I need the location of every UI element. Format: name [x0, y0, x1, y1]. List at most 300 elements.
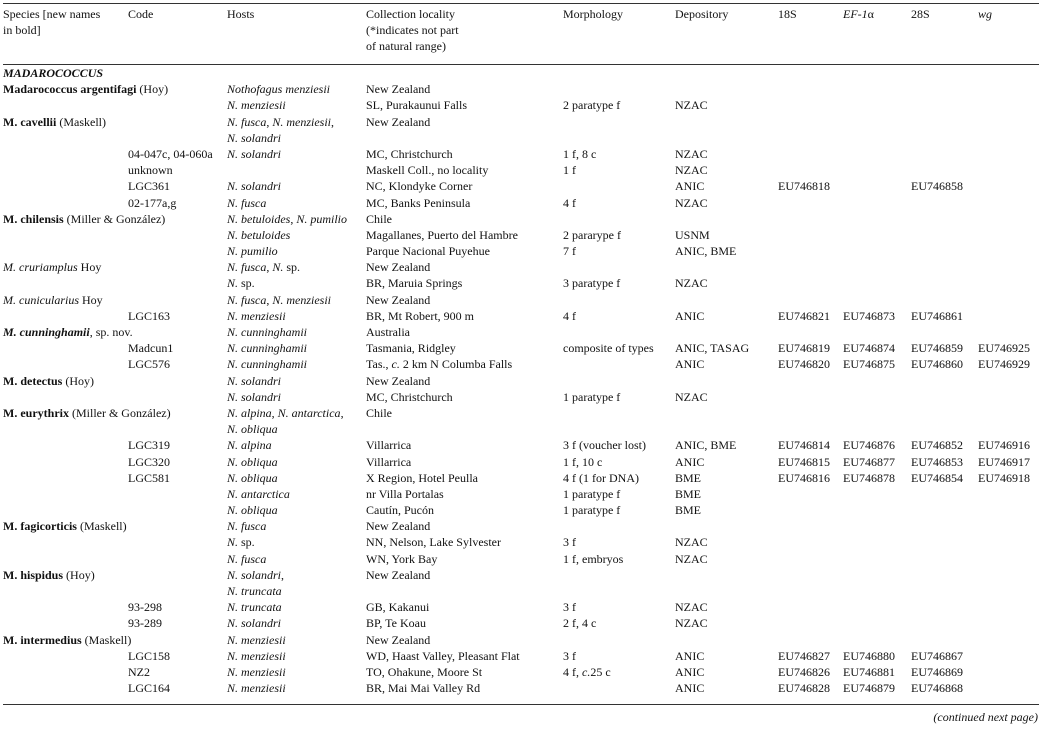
depository-cell: ANIC: [675, 454, 705, 469]
morphology-text: 3 f: [563, 600, 576, 615]
locality-cell: MC, Christchurch: [366, 389, 453, 404]
morphology-cell: [563, 389, 620, 405]
hosts-line: [227, 227, 290, 243]
depository-cell: ANIC: [675, 664, 705, 679]
depository-cell: NZAC: [675, 616, 708, 631]
host-text: N. solandri: [227, 389, 282, 404]
morphology-text: 2 paratype f: [563, 98, 621, 113]
locality-cell: Chile: [366, 211, 392, 226]
hosts-line: [227, 567, 284, 583]
species-text: M. cruriamplus: [3, 260, 78, 275]
continued-note: (continued next page): [933, 710, 1038, 724]
hosts-cell: [227, 259, 300, 275]
header-species-line: in bold]: [3, 23, 41, 37]
morphology-text: 7 f: [563, 244, 576, 259]
accession-ef1a-cell: EU746881: [843, 664, 895, 679]
species-text: M. cunicularius: [3, 292, 79, 307]
morphology-text: 4 f,: [563, 664, 582, 679]
species-cell: [3, 114, 106, 130]
hosts-cell: [227, 114, 334, 146]
header-locality-line: Collection locality: [366, 7, 455, 21]
locality-cell: Magallanes, Puerto del Hambre: [366, 227, 518, 242]
hosts-cell: [227, 405, 344, 437]
table-row: [0, 113, 1042, 145]
accession-ef1a-cell: EU746876: [843, 438, 895, 453]
table-row: [0, 64, 1042, 80]
hosts-cell: [227, 356, 307, 372]
species-cell: [3, 324, 133, 340]
host-text: N. solandri: [227, 179, 282, 194]
host-text: N. alpina: [227, 438, 272, 453]
host-text: ,: [331, 114, 335, 129]
hosts-cell: [227, 551, 266, 567]
morphology-cell: [563, 162, 576, 178]
host-text: ,: [281, 567, 285, 582]
hosts-line: [227, 454, 278, 470]
locality-cell: New Zealand: [366, 632, 431, 647]
depository-cell: BME: [675, 503, 702, 518]
locality-cell: Australia: [366, 325, 410, 340]
host-text: N. fusca: [227, 114, 267, 129]
depository-cell: ANIC: [675, 681, 705, 696]
host-text: N. obliqua: [227, 503, 278, 518]
accession-18s-cell: EU746816: [778, 470, 830, 485]
depository-cell: NZAC: [675, 551, 708, 566]
table-row: [0, 96, 1042, 112]
hosts-cell: [227, 340, 307, 356]
locality-cell: MC, Christchurch: [366, 146, 453, 161]
hosts-line: [227, 534, 255, 550]
species-text: (Miller & González): [63, 211, 166, 226]
hosts-line: [227, 243, 278, 259]
morphology-text: 25 c: [590, 664, 611, 679]
species-text: (Hoy): [136, 82, 169, 97]
morphology-cell: [563, 502, 620, 518]
morphology-text: 1 paratype f: [563, 486, 621, 501]
host-text: N. menziesii: [227, 681, 286, 696]
host-text: N. solandri: [227, 373, 282, 388]
locality-cell: X Region, Hotel Peulla: [366, 470, 478, 485]
depository-cell: NZAC: [675, 600, 708, 615]
table-header: [0, 6, 1042, 62]
code-cell: unknown: [128, 163, 173, 178]
morphology-cell: [563, 146, 596, 162]
species-cell: [3, 405, 171, 421]
code-cell: LGC576: [128, 357, 170, 372]
table-row: [0, 436, 1042, 452]
depository-cell: BME: [675, 470, 702, 485]
hosts-line: [227, 308, 286, 324]
morphology-cell: [563, 454, 602, 470]
hosts-line: [227, 437, 272, 453]
morphology-text: 1 f: [563, 163, 576, 178]
hosts-line: [227, 632, 286, 648]
code-cell: LGC319: [128, 438, 170, 453]
hosts-line: [227, 114, 334, 130]
depository-cell: ANIC: [675, 648, 705, 663]
host-text: N. fusca: [227, 292, 267, 307]
hosts-cell: [227, 648, 286, 664]
table-row: [0, 242, 1042, 258]
hosts-line: [227, 81, 330, 97]
morphology-cell: [563, 486, 620, 502]
accession-18s-cell: EU746820: [778, 357, 830, 372]
accession-ef1a-cell: EU746877: [843, 454, 895, 469]
morphology-text: 2 pararype f: [563, 227, 621, 242]
species-text: M. detectus: [3, 373, 63, 388]
hosts-cell: [227, 211, 347, 227]
hosts-cell: [227, 178, 281, 194]
morphology-text: 3 paratype f: [563, 276, 621, 291]
accession-18s-cell: EU746821: [778, 308, 830, 323]
hosts-cell: [227, 275, 255, 291]
morphology-cell: [563, 97, 620, 113]
morphology-cell: [563, 599, 576, 615]
depository-cell: NZAC: [675, 98, 708, 113]
morphology-text: 3 f (voucher lost): [563, 438, 646, 453]
host-text: N. truncata: [227, 583, 282, 598]
morphology-text: 2 f, 4 c: [563, 616, 597, 631]
hosts-line: [227, 275, 255, 291]
table-row: [0, 80, 1042, 96]
accession-18s-cell: EU746815: [778, 454, 830, 469]
hosts-cell: [227, 454, 278, 470]
accession-ef1a-cell: EU746874: [843, 341, 895, 356]
table-row: [0, 501, 1042, 517]
host-text: N.: [272, 260, 284, 275]
accession-28s-cell: EU746868: [911, 681, 963, 696]
hosts-line: [227, 405, 344, 421]
header-species-line: Species [new names: [3, 7, 101, 21]
hosts-cell: [227, 146, 281, 162]
morphology-cell: [563, 470, 639, 486]
host-text: N. cunninghamii: [227, 341, 307, 356]
host-text: N. truncata: [227, 600, 282, 615]
host-text: N. menziesii: [272, 114, 332, 129]
accession-ef1a-cell: EU746880: [843, 648, 895, 663]
species-text: M. chilensis: [3, 211, 64, 226]
locality-cell: TO, Ohakune, Moore St: [366, 664, 483, 679]
header-wg: wg: [978, 7, 993, 21]
accession-wg-cell: EU746918: [978, 470, 1030, 485]
code-cell: 02-177a,g: [128, 195, 177, 210]
code-cell: LGC320: [128, 454, 170, 469]
table-row: [0, 258, 1042, 274]
hosts-cell: [227, 308, 286, 324]
depository-cell: ANIC: [675, 357, 705, 372]
table-row: [0, 210, 1042, 226]
hosts-cell: [227, 292, 331, 308]
species-text: M. eurythrix: [3, 405, 69, 420]
host-text: sp.: [238, 276, 255, 291]
morphology-cell: [563, 648, 576, 664]
table-row: [0, 598, 1042, 614]
host-text: N. solandri: [227, 616, 282, 631]
hosts-line: [227, 680, 286, 696]
host-text: N. menziesii: [227, 632, 286, 647]
species-text: M. intermedius: [3, 632, 82, 647]
code-cell: LGC581: [128, 470, 170, 485]
hosts-cell: [227, 324, 307, 340]
morphology-text: 1 f, embryos: [563, 551, 624, 566]
species-cell: [3, 518, 127, 534]
hosts-cell: [227, 567, 284, 599]
morphology-text: 1 paratype f: [563, 389, 621, 404]
table-row: [0, 177, 1042, 193]
depository-cell: NZAC: [675, 163, 708, 178]
table-bottom-rule: [3, 704, 1039, 705]
depository-cell: NZAC: [675, 195, 708, 210]
locality-cell: Tasmania, Ridgley: [366, 341, 456, 356]
hosts-cell: [227, 97, 286, 113]
morphology-cell: [563, 275, 620, 291]
species-cell: [3, 81, 168, 97]
locality-cell: New Zealand: [366, 82, 431, 97]
locality-cell: BR, Maruia Springs: [366, 276, 463, 291]
hosts-line: [227, 211, 347, 227]
accession-18s-cell: EU746827: [778, 648, 830, 663]
hosts-line: [227, 146, 281, 162]
code-cell: NZ2: [128, 664, 150, 679]
hosts-line: [227, 518, 266, 534]
hosts-line: [227, 195, 266, 211]
hosts-cell: [227, 389, 281, 405]
host-text: ,: [271, 405, 278, 420]
depository-cell: NZAC: [675, 535, 708, 550]
accession-ef1a-cell: EU746879: [843, 681, 895, 696]
locality-cell: New Zealand: [366, 292, 431, 307]
hosts-line: [227, 340, 307, 356]
depository-cell: ANIC, TASAG: [675, 341, 750, 356]
table-row: [0, 404, 1042, 436]
morphology-cell: [563, 664, 611, 680]
locality-cell: New Zealand: [366, 260, 431, 275]
host-text: N. solandri: [227, 146, 282, 161]
accession-28s-cell: EU746861: [911, 308, 963, 323]
header-species: [3, 6, 100, 38]
hosts-cell: [227, 373, 281, 389]
hosts-line: [227, 599, 282, 615]
code-cell: 93-289: [128, 616, 162, 631]
species-text: (Hoy): [63, 567, 95, 582]
table-row: [0, 274, 1042, 290]
table-row: [0, 614, 1042, 630]
species-cell: [3, 259, 101, 275]
table-row: [0, 226, 1042, 242]
table-row: [0, 533, 1042, 549]
locality-cell: SL, Purakaunui Falls: [366, 98, 467, 113]
species-text: , sp. nov.: [89, 325, 133, 340]
header-ef1a: [843, 6, 874, 22]
hosts-line: [227, 470, 278, 486]
table-row: [0, 679, 1042, 695]
locality-cell: nr Villa Portalas: [366, 486, 444, 501]
host-text: N. betuloides: [227, 227, 291, 242]
morphology-cell: [563, 534, 576, 550]
header-hosts: Hosts: [227, 7, 255, 21]
table-row: [0, 145, 1042, 161]
header-18s: 18S: [778, 7, 797, 21]
species-cell: [3, 211, 165, 227]
morphology-cell: [563, 243, 576, 259]
species-text: Madarococcus argentifagi: [3, 82, 137, 97]
hosts-cell: [227, 534, 255, 550]
accession-28s-cell: EU746867: [911, 648, 963, 663]
morphology-cell: [563, 195, 576, 211]
host-text: sp.: [283, 260, 301, 275]
locality-cell: GB, Kakanui: [366, 600, 430, 615]
table-row: [0, 517, 1042, 533]
hosts-line: [227, 373, 281, 389]
morphology-text: 4 f: [563, 308, 576, 323]
host-text: sp.: [238, 535, 255, 550]
host-text: N. obliqua: [227, 470, 278, 485]
hosts-cell: [227, 664, 286, 680]
depository-cell: ANIC, BME: [675, 244, 737, 259]
morphology-text: 4 f (1 for DNA): [563, 470, 639, 485]
locality-cell: Cautín, Pucón: [366, 503, 434, 518]
locality-cell: Chile: [366, 405, 392, 420]
accession-wg-cell: EU746929: [978, 357, 1030, 372]
hosts-cell: [227, 615, 281, 631]
table-row: [0, 453, 1042, 469]
locality-text: c.: [391, 357, 400, 372]
table-row: [0, 339, 1042, 355]
species-text: MADAROCOCCUS: [3, 66, 104, 80]
hosts-cell: [227, 599, 282, 615]
morphology-cell: [563, 615, 596, 631]
host-text: N. fusca: [227, 195, 267, 210]
hosts-line: [227, 130, 334, 146]
host-text: N.: [227, 535, 239, 550]
morphology-cell: [563, 340, 654, 356]
hosts-line: [227, 97, 286, 113]
hosts-cell: [227, 470, 278, 486]
host-text: N. antarctica: [227, 486, 290, 501]
host-text: N. menziesii: [227, 308, 286, 323]
accession-ef1a-cell: EU746878: [843, 470, 895, 485]
host-text: N.: [227, 276, 239, 291]
code-cell: LGC158: [128, 648, 170, 663]
locality-cell: New Zealand: [366, 567, 431, 582]
table-top-rule: [3, 3, 1039, 4]
host-text: Nothofagus menziesii: [227, 82, 331, 97]
table-row: [0, 485, 1042, 501]
accession-wg-cell: EU746917: [978, 454, 1030, 469]
species-text: M. cavellii: [3, 114, 57, 129]
morphology-cell: [563, 227, 621, 243]
locality-cell: BR, Mt Robert, 900 m: [366, 308, 475, 323]
species-cell: [3, 567, 95, 583]
table-body: [0, 64, 1042, 695]
morphology-text: composite of types: [563, 341, 654, 356]
species-text: (Maskell): [76, 519, 127, 534]
depository-cell: BME: [675, 486, 702, 501]
species-text: (Miller & González): [68, 405, 171, 420]
host-text: N. cunninghamii: [227, 357, 307, 372]
host-text: N. cunninghamii: [227, 325, 307, 340]
table-row: [0, 194, 1042, 210]
header-28s: 28S: [911, 7, 930, 21]
hosts-cell: [227, 680, 286, 696]
hosts-cell: [227, 486, 290, 502]
locality-cell: NN, Nelson, Lake Sylvester: [366, 535, 501, 550]
locality-cell: Villarrica: [366, 438, 412, 453]
species-text: Hoy: [79, 292, 103, 307]
accession-28s-cell: EU746869: [911, 664, 963, 679]
species-text: M. fagicorticis: [3, 519, 77, 534]
hosts-line: [227, 421, 344, 437]
accession-ef1a-cell: EU746875: [843, 357, 895, 372]
accession-18s-cell: EU746826: [778, 664, 830, 679]
host-text: N. obliqua: [227, 454, 278, 469]
header-locality-line: (*indicates not part: [366, 23, 459, 37]
host-text: N. fusca: [227, 551, 267, 566]
host-text: ,: [340, 405, 344, 420]
accession-18s-cell: EU746814: [778, 438, 830, 453]
hosts-cell: [227, 227, 290, 243]
host-text: N. fusca: [227, 519, 267, 534]
host-text: N. betuloides: [227, 211, 291, 226]
hosts-line: [227, 259, 300, 275]
morphology-text: 3 f: [563, 648, 576, 663]
hosts-line: [227, 615, 281, 631]
header-ef1a-base: EF-1: [843, 7, 868, 21]
hosts-line: [227, 324, 307, 340]
table-row: [0, 647, 1042, 663]
accession-18s-cell: EU746828: [778, 681, 830, 696]
host-text: ,: [290, 211, 297, 226]
host-text: N. menziesii: [227, 648, 286, 663]
locality-text: 2 km N Columba Falls: [399, 357, 513, 372]
species-text: M. cunninghamii: [3, 325, 90, 340]
hosts-cell: [227, 518, 266, 534]
morphology-cell: [563, 437, 646, 453]
locality-cell: MC, Banks Peninsula: [366, 195, 471, 210]
host-text: N. alpina: [227, 405, 272, 420]
hosts-line: [227, 356, 307, 372]
hosts-line: [227, 486, 290, 502]
accession-18s-cell: EU746819: [778, 341, 830, 356]
hosts-cell: [227, 502, 278, 518]
table-row: [0, 566, 1042, 598]
hosts-cell: [227, 632, 286, 648]
accession-wg-cell: EU746925: [978, 341, 1030, 356]
locality-cell: [366, 356, 512, 372]
code-cell: 04-047c, 04-060a: [128, 146, 213, 161]
header-code: Code: [128, 7, 154, 21]
locality-cell: WD, Haast Valley, Pleasant Flat: [366, 648, 520, 663]
code-cell: LGC164: [128, 681, 170, 696]
locality-cell: BP, Te Koau: [366, 616, 426, 631]
code-cell: 93-298: [128, 600, 162, 615]
locality-cell: NC, Klondyke Corner: [366, 179, 473, 194]
header-ef1a-alpha: α: [867, 7, 874, 21]
locality-cell: Parque Nacional Puyehue: [366, 244, 490, 259]
code-cell: Madcun1: [128, 341, 174, 356]
table-row: [0, 355, 1042, 371]
locality-cell: New Zealand: [366, 373, 431, 388]
morphology-text: 4 f: [563, 195, 576, 210]
header-morphology: Morphology: [563, 7, 623, 21]
table-row: [0, 388, 1042, 404]
accession-28s-cell: EU746860: [911, 357, 963, 372]
host-text: N. obliqua: [227, 421, 278, 436]
depository-cell: USNM: [675, 227, 710, 242]
header-depository: Depository: [675, 7, 729, 21]
hosts-line: [227, 292, 331, 308]
species-text: (Maskell): [81, 632, 132, 647]
